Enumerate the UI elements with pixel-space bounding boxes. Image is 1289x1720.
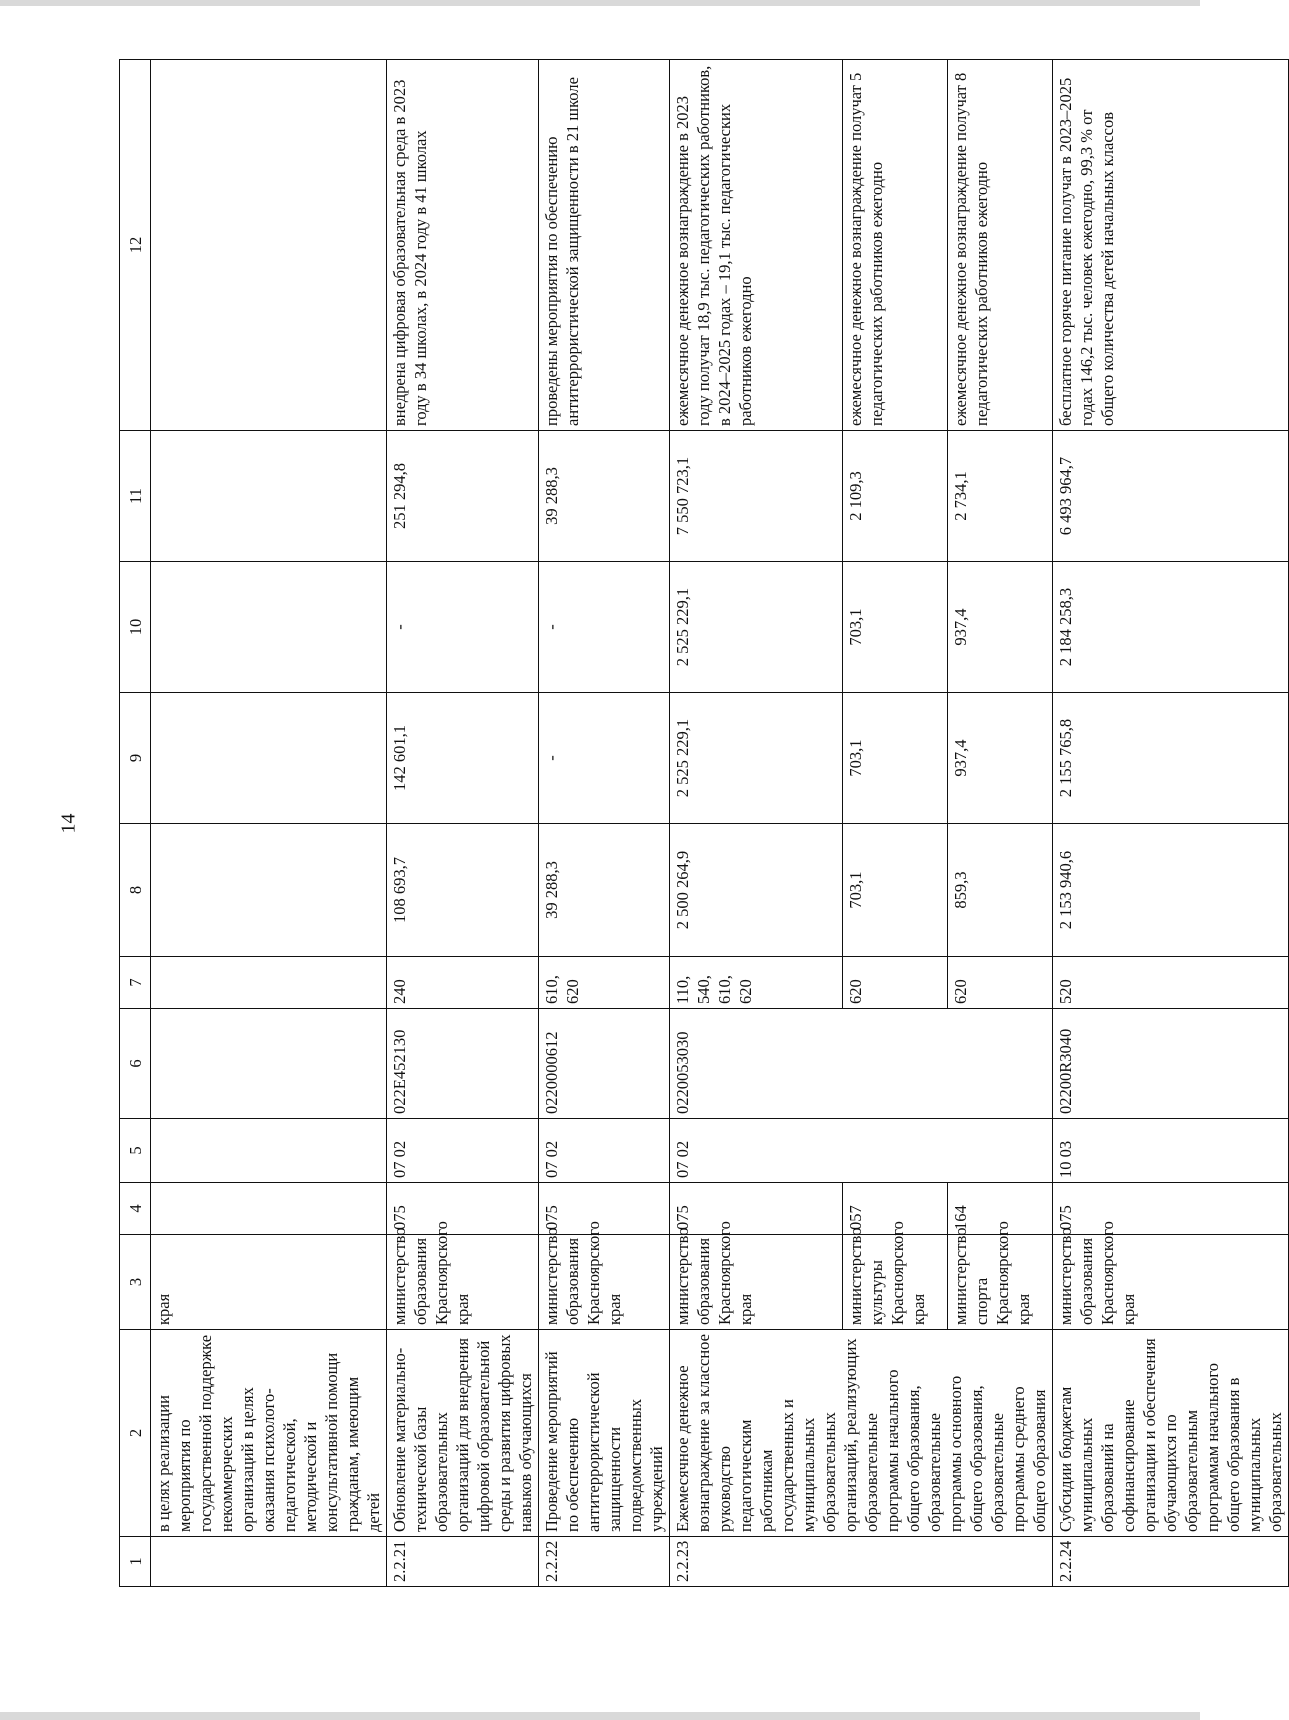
rotated-table-container [119,60,1285,1587]
expense-type-cell: 620 [948,957,1053,1009]
amount-cell: - [387,562,539,693]
grbs-code-cell: 057 [843,1183,948,1235]
amount-cell: 2 153 940,6 [1053,824,1289,957]
page-number: 14 [57,813,80,834]
table-row [670,60,843,1587]
amount-cell: 251 294,8 [387,431,539,562]
column-number-header: 3 [120,1235,151,1330]
amount-cell: 142 601,1 [387,693,539,824]
section-code-cell [151,1119,387,1183]
amount-cell: 2 155 765,8 [1053,693,1289,824]
amount-cell: 2 184 258,3 [1053,562,1289,693]
column-number-header: 11 [120,431,151,562]
scan-edge-bottom [0,1712,1200,1720]
administrator-cell: министерство спорта Красноярского края [948,1235,1053,1330]
amount-cell: 6 493 964,7 [1053,431,1289,562]
amount-cell: 703,1 [843,693,948,824]
row-number-cell [151,1537,387,1587]
table-row [387,60,539,1587]
activity-name-cell: Ежемесячное денежное вознаграждение за классное руководство педагогическим работникам государственных и муниципальных образовательных организаций, реализующих образовательные программы начального общего образования, образовательные программы основного общего образования, образовательные программы среднего общего образования [670,1330,1053,1537]
amount-cell: 39 288,3 [539,431,670,562]
section-code-cell: 07 02 [387,1119,539,1183]
table-row [151,60,387,1587]
result-cell [151,60,387,431]
administrator-cell: края [151,1235,387,1330]
amount-cell: 859,3 [948,824,1053,957]
amount-cell: 2 525 229,1 [670,562,843,693]
amount-cell: 703,1 [843,562,948,693]
grbs-code-cell: 075 [539,1183,670,1235]
expense-type-cell: 110, 540, 610, 620 [670,957,843,1009]
activity-name-cell: Субсидии бюджетам муниципальных образований на софинансирование организации и обеспечения обучающихся по образовательным программам начального общего образования в муниципальных образовательных [1053,1330,1289,1537]
target-code-cell: 022E452130 [387,1009,539,1119]
result-cell: ежемесячное денежное вознаграждение в 2023 году получат 18,9 тыс. педагогических работников, в 2024–2025 годах – 19,1 тыс. педагогических работников ежегодно [670,60,843,431]
administrator-cell: министерство образования Красноярского края [387,1235,539,1330]
amount-cell: 7 550 723,1 [670,431,843,562]
section-code-cell: 10 03 [1053,1119,1289,1183]
activity-name-cell: в целях реализации мероприятия по государственной поддержке некоммерческих организаций в целях оказания психолого-педагогической, методической и консультативной помощи гражданам, имеющим детей [151,1330,387,1537]
row-number-cell: 2.2.22 [539,1537,670,1587]
section-code-cell: 07 02 [539,1119,670,1183]
amount-cell: 108 693,7 [387,824,539,957]
amount-cell: 2 525 229,1 [670,693,843,824]
grbs-code-cell: 075 [670,1183,843,1235]
program-activities-table [119,59,1289,1587]
scan-edge-top [0,0,1200,6]
activity-name-cell: Обновление материально-технической базы образовательных организаций для внедрения цифровой образовательной среды и развития цифровых навыков обучающихся [387,1330,539,1537]
amount-cell: - [539,693,670,824]
column-number-header: 5 [120,1119,151,1183]
grbs-code-cell: 075 [1053,1183,1289,1235]
expense-type-cell: 240 [387,957,539,1009]
target-code-cell: 0220053030 [670,1009,1053,1119]
grbs-code-cell [151,1183,387,1235]
administrator-cell: министерство образования Красноярского края [539,1235,670,1330]
section-code-cell: 07 02 [670,1119,1053,1183]
amount-cell: 937,4 [948,693,1053,824]
column-number-row [120,60,151,1587]
row-number-cell: 2.2.23 [670,1537,1053,1587]
column-number-header: 2 [120,1330,151,1537]
administrator-cell: министерство образования Красноярского края [1053,1235,1289,1330]
table-row [539,60,670,1587]
amount-cell: 39 288,3 [539,824,670,957]
administrator-cell: министерство культуры Красноярского края [843,1235,948,1330]
grbs-code-cell: 164 [948,1183,1053,1235]
column-number-header: 10 [120,562,151,693]
amount-cell [151,693,387,824]
column-number-header: 9 [120,693,151,824]
result-cell: бесплатное горячее питание получат в 2023–2025 годах 146,2 тыс. человек ежегодно, 99,3 % от общего количества детей начальных классов [1053,60,1289,431]
table-row [1053,60,1289,1587]
column-number-header: 6 [120,1009,151,1119]
result-cell: проведены мероприятия по обеспечению антитеррористической защищенности в 21 школе [539,60,670,431]
column-number-header: 4 [120,1183,151,1235]
grbs-code-cell: 075 [387,1183,539,1235]
amount-cell [151,431,387,562]
activity-name-cell: Проведение мероприятий по обеспечению антитеррористической защищенности подведомственных учреждений [539,1330,670,1537]
amount-cell: 2 734,1 [948,431,1053,562]
column-number-header: 1 [120,1537,151,1587]
expense-type-cell: 520 [1053,957,1289,1009]
amount-cell [151,824,387,957]
result-cell: внедрена цифровая образовательная среда в 2023 году в 34 школах, в 2024 году в 41 школах [387,60,539,431]
expense-type-cell: 620 [843,957,948,1009]
row-number-cell: 2.2.24 [1053,1537,1289,1587]
column-number-header: 8 [120,824,151,957]
administrator-cell: министерство образования Красноярского края [670,1235,843,1330]
row-number-cell: 2.2.21 [387,1537,539,1587]
amount-cell: 703,1 [843,824,948,957]
result-cell: ежемесячное денежное вознаграждение получат 5 педагогических работников ежегодно [843,60,948,431]
result-cell: ежемесячное денежное вознаграждение получат 8 педагогических работников ежегодно [948,60,1053,431]
column-number-header: 7 [120,957,151,1009]
target-code-cell: 02200R3040 [1053,1009,1289,1119]
expense-type-cell: 610, 620 [539,957,670,1009]
expense-type-cell [151,957,387,1009]
target-code-cell: 0220000612 [539,1009,670,1119]
amount-cell: 937,4 [948,562,1053,693]
amount-cell: - [539,562,670,693]
column-number-header: 12 [120,60,151,431]
amount-cell: 2 109,3 [843,431,948,562]
target-code-cell [151,1009,387,1119]
amount-cell: 2 500 264,9 [670,824,843,957]
amount-cell [151,562,387,693]
